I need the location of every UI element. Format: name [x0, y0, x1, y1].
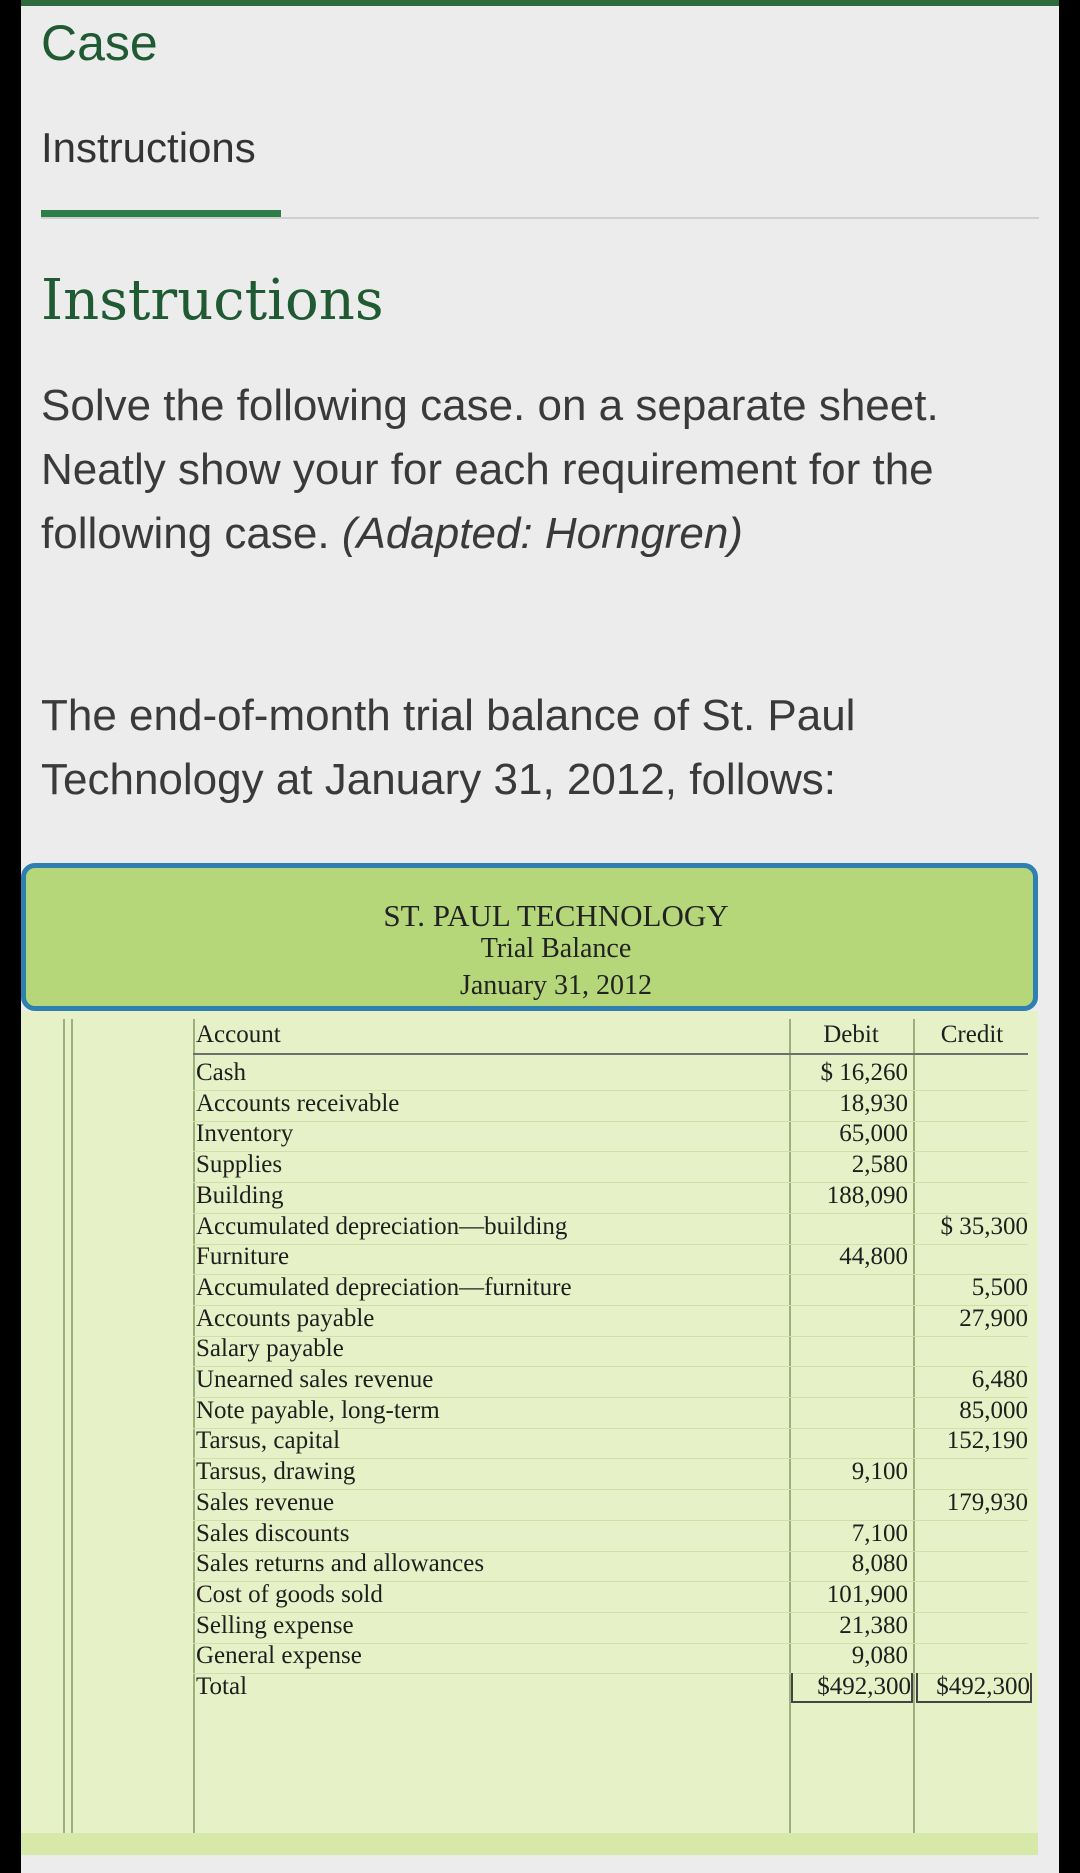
account-column-header: Account: [196, 1021, 281, 1048]
account-name: Inventory: [196, 1120, 294, 1148]
total-credit: $492,300: [916, 1673, 1032, 1703]
trial-balance-intro: The end-of-month trial balance of St. Paul Technology at January 31, 2012, follows:: [41, 691, 856, 804]
section-heading: Instructions: [41, 268, 384, 333]
page-title: Case: [41, 15, 158, 71]
debit-amount: 21,380: [839, 1611, 908, 1639]
total-label: Total: [196, 1673, 248, 1700]
total-row: [21, 1669, 1038, 1705]
account-name: Sales discounts: [196, 1519, 350, 1547]
credit-amount: 6,480: [971, 1366, 1028, 1393]
table-footer-bar: [21, 1833, 1038, 1855]
tab-bar: [41, 124, 1041, 224]
account-name: Accounts receivable: [196, 1089, 400, 1117]
statement-date: January 31, 2012: [459, 970, 653, 1001]
debit-amount: $ 16,260: [820, 1059, 908, 1086]
tab-divider: [41, 217, 1039, 219]
debit-amount: 188,090: [826, 1181, 908, 1209]
account-name: Accumulated depreciation—furniture: [196, 1273, 572, 1301]
account-name: Building: [196, 1181, 284, 1209]
statement-name: Trial Balance: [480, 933, 632, 964]
account-name: Accounts payable: [196, 1304, 375, 1332]
total-debit: $492,300: [791, 1673, 913, 1703]
trial-balance-table: [21, 1011, 1038, 1855]
credit-amount: 27,900: [959, 1304, 1028, 1332]
credit-amount: 152,190: [946, 1427, 1028, 1455]
debit-amount: 101,900: [826, 1580, 908, 1608]
tab-instructions[interactable]: Instructions: [41, 124, 256, 171]
account-name: Cash: [196, 1059, 246, 1086]
active-tab-indicator: [41, 210, 281, 217]
account-name: Salary payable: [196, 1335, 344, 1363]
debit-amount: 18,930: [839, 1089, 908, 1117]
trial-balance-header: [21, 863, 1038, 1011]
debit-amount: 9,080: [851, 1642, 908, 1670]
account-name: Accumulated depreciation—building: [196, 1212, 568, 1240]
instructions-text: Solve the following case. on a separate sheet. Neatly show your for each requirement for the following case.: [41, 381, 939, 558]
debit-amount: 7,100: [851, 1519, 908, 1547]
credit-amount: 85,000: [959, 1396, 1028, 1424]
company-name: ST. PAUL TECHNOLOGY: [383, 898, 729, 933]
account-name: Selling expense: [196, 1611, 354, 1639]
debit-amount: 2,580: [851, 1151, 908, 1179]
credit-amount: $ 35,300: [940, 1212, 1028, 1240]
account-name: General expense: [196, 1642, 362, 1670]
debit-amount: 8,080: [851, 1550, 908, 1578]
credit-amount: 179,930: [946, 1488, 1028, 1516]
debit-column-header: Debit: [823, 1021, 879, 1048]
debit-amount: 65,000: [839, 1120, 908, 1148]
account-name: Sales returns and allowances: [196, 1550, 485, 1578]
credit-amount: 5,500: [971, 1273, 1028, 1301]
source-citation: (Adapted: Horngren): [341, 509, 743, 558]
credit-column-header: Credit: [940, 1021, 1004, 1048]
account-name: Supplies: [196, 1151, 283, 1179]
account-name: Furniture: [196, 1243, 290, 1271]
account-name: Unearned sales revenue: [196, 1366, 434, 1393]
debit-amount: 44,800: [839, 1243, 908, 1271]
account-name: Tarsus, drawing: [196, 1458, 356, 1486]
debit-amount: 9,100: [851, 1458, 908, 1486]
instructions-paragraph: [41, 374, 1041, 566]
trial-balance-figure: [21, 863, 1038, 1855]
account-name: Sales revenue: [196, 1488, 335, 1516]
account-name: Tarsus, capital: [196, 1427, 341, 1455]
account-name: Cost of goods sold: [196, 1580, 383, 1608]
account-name: Note payable, long-term: [196, 1396, 440, 1424]
table-header-row: [21, 1019, 1038, 1055]
